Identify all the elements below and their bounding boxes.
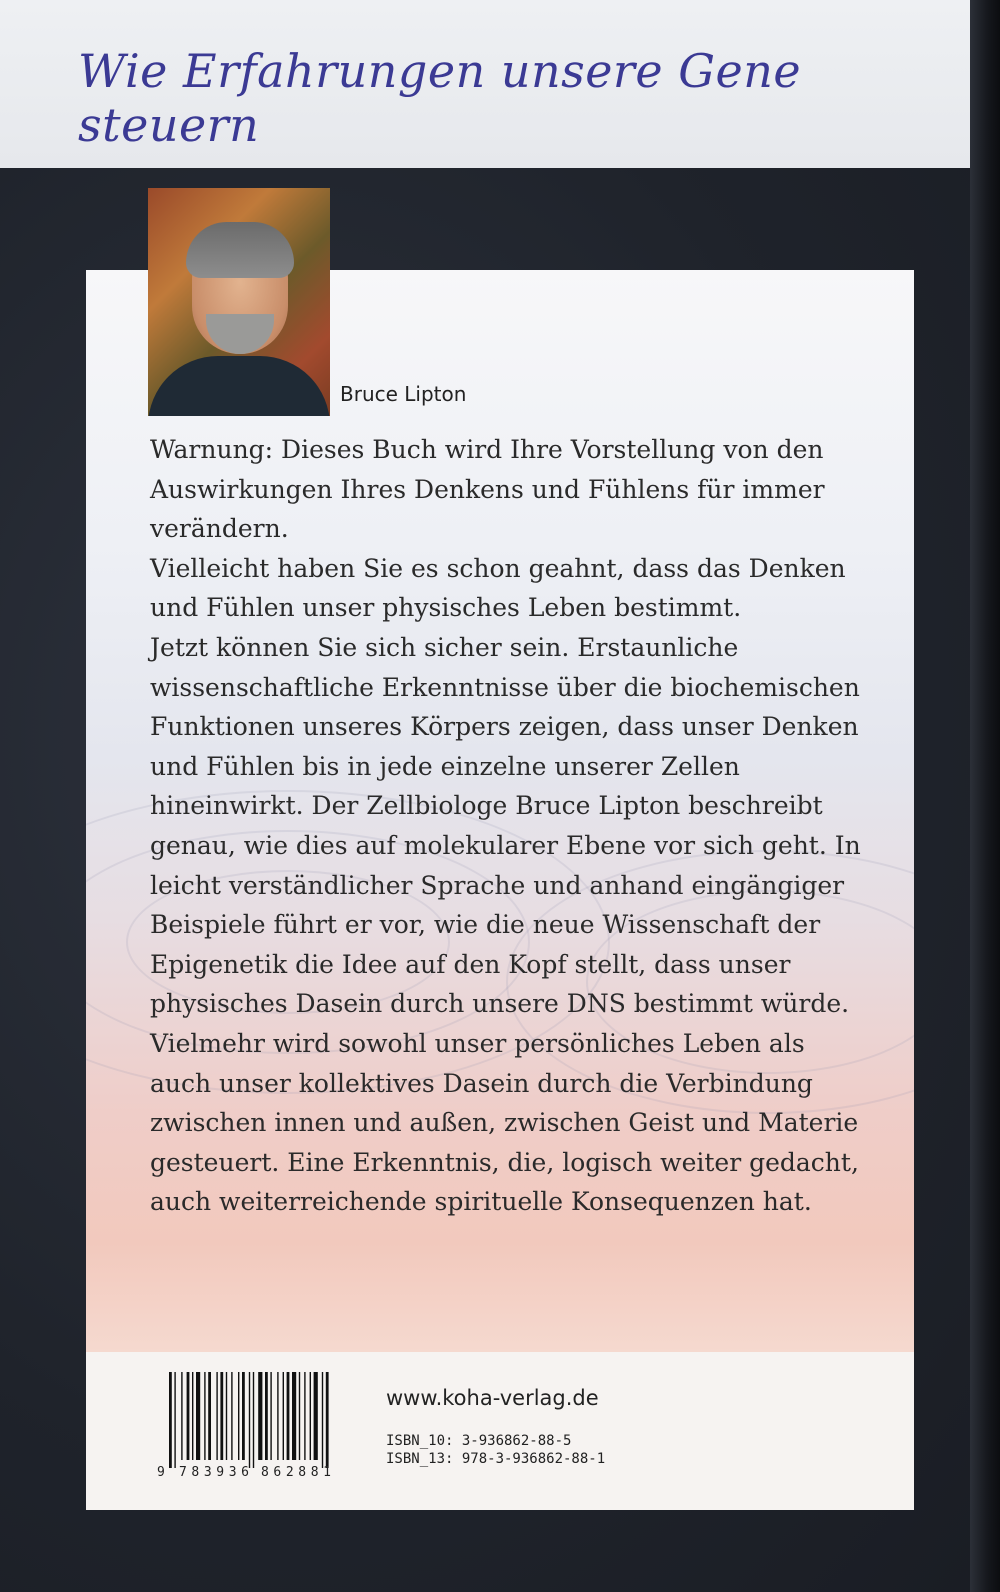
barcode-bar — [287, 1372, 290, 1460]
barcode-bar — [204, 1372, 205, 1460]
barcode-bar — [270, 1372, 271, 1460]
barcode-bar — [326, 1372, 329, 1468]
barcode-first-digit: 9 — [157, 1465, 165, 1480]
barcode-bar — [283, 1372, 284, 1460]
barcode-bar — [220, 1372, 223, 1460]
barcode-bars — [169, 1372, 329, 1468]
barcode-left-digits: 783936 — [179, 1465, 249, 1480]
barcode-bar — [192, 1372, 193, 1460]
barcode-bar — [231, 1372, 232, 1460]
author-name: Bruce Lipton — [340, 382, 467, 406]
book-spine-edge — [970, 0, 1000, 1592]
barcode-bar — [216, 1372, 217, 1460]
barcode-bar — [174, 1372, 175, 1468]
barcode-bar — [196, 1372, 200, 1460]
photo-hair — [186, 222, 294, 278]
photo-shirt — [148, 356, 330, 416]
author-photo — [148, 188, 330, 416]
blurb-paragraph: Vielleicht haben Sie es schon geahnt, dass das Denken und Fühlen unser physisches Leben bestimmt. — [150, 553, 846, 623]
blurb-paragraph: Warnung: Dieses Buch wird Ihre Vorstellung von den Auswirkungen Ihres Denkens und Fühlens für immer verändern. — [150, 435, 825, 544]
blurb-text — [150, 430, 862, 1222]
barcode-bar — [181, 1372, 182, 1460]
barcode-bar — [187, 1372, 190, 1460]
isbn-13: ISBN_13: 978-3-936862-88-1 — [386, 1451, 606, 1467]
barcode-bar — [310, 1372, 311, 1460]
barcode-bar — [314, 1372, 318, 1460]
barcode-bar — [226, 1372, 227, 1460]
barcode-bar — [265, 1372, 268, 1460]
cover-headline: Wie Erfahrungen unsere Gene steuern — [78, 44, 802, 152]
barcode-bar — [169, 1372, 172, 1468]
barcode-bar — [238, 1372, 239, 1460]
barcode-bar — [292, 1372, 296, 1460]
barcode-bar — [208, 1372, 211, 1460]
barcode-right-digits: 862881 — [261, 1465, 331, 1480]
barcode-bar — [304, 1372, 305, 1460]
title-band — [0, 0, 1000, 168]
blurb-paragraph: Jetzt können Sie sich sicher sein. Erstaunliche wissenschaftliche Erkenntnisse über die biochemischen Funktionen unseres Körpers zeigen, dass unser Denken und Fühlen bis in jede einzelne unserer Zellen hineinwirkt. Der Zellbiologe Bruce Lipton beschreibt genau, wie dies auf molekularer Ebene vor sich geht. In leicht verständlicher Sprache und anhand eingängiger Beispiele führt er vor, wie die neue Wissenschaft der Epigenetik die Idee auf den Kopf stellt, dass unser physisches Dasein durch unsere DNS bestimmt würde. Vielmehr wird sowohl unser persönliches Leben als auch unser kollektives Dasein durch die Verbindung zwischen innen und außen, zwischen Geist und Materie gesteuert. Eine Erkenntnis, die, logisch weiter gedacht, auch weiterreichende spirituelle Konsequenzen hat. — [150, 632, 861, 1217]
barcode-bar — [322, 1372, 323, 1468]
barcode-bar — [253, 1372, 254, 1468]
publisher-website: www.koha-verlag.de — [386, 1386, 599, 1410]
barcode-bar — [258, 1372, 262, 1460]
barcode-bar — [249, 1372, 250, 1468]
barcode-bar — [299, 1372, 300, 1460]
barcode-bar — [277, 1372, 278, 1460]
barcode-bar — [242, 1372, 245, 1460]
isbn-barcode — [155, 1372, 347, 1480]
isbn-block — [386, 1432, 605, 1468]
isbn-10: ISBN_10: 3-936862-88-5 — [386, 1433, 572, 1449]
